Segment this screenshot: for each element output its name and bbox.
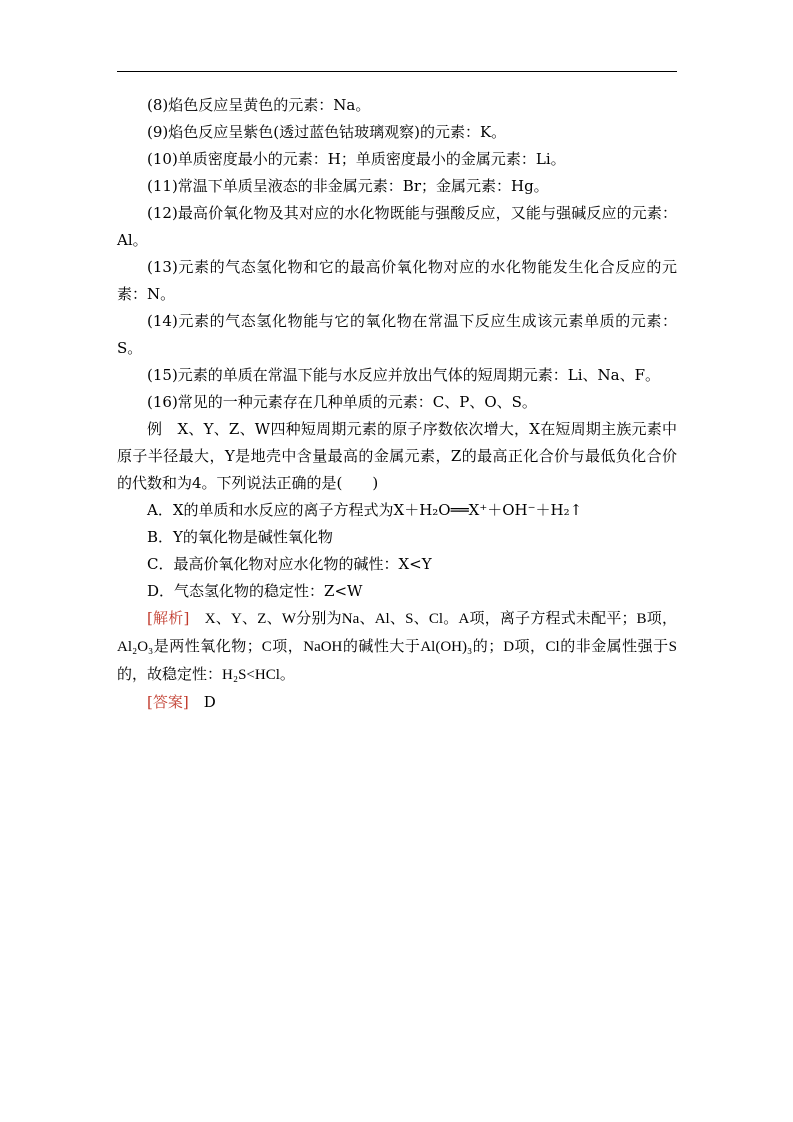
analysis [117, 605, 677, 689]
fact-11: (11)常温下单质呈液态的非金属元素：Br；金属元素：Hg。 [147, 177, 549, 195]
fact-8: (8)焰色反应呈黄色的元素：Na。 [147, 96, 371, 114]
fact-15: (15)元素的单质在常温下能与水反应并放出气体的短周期元素：Li、Na、F。 [147, 366, 661, 384]
fact-14: (14)元素的气态氢化物能与它的氧化物在常温下反应生成该元素单质的元素：S。 [117, 312, 677, 357]
fact-12: (12)最高价氧化物及其对应的水化物既能与强酸反应，又能与强碱反应的元素：Al。 [117, 204, 677, 249]
option-b: B．Y的氧化物是碱性氧化物 [147, 528, 333, 546]
fact-16: (16)常见的一种元素存在几种单质的元素：C、P、O、S。 [147, 393, 537, 411]
fact-10: (10)单质密度最小的元素：H；单质密度最小的金属元素：Li。 [147, 150, 566, 168]
fact-13: (13)元素的气态氢化物和它的最高价氧化物对应的水化物能发生化合反应的元素：N。 [117, 258, 677, 303]
answer-text: D [203, 693, 216, 711]
option-a: A．X的单质和水反应的离子方程式为X＋H₂O══X⁺＋OH⁻＋H₂↑ [147, 501, 583, 519]
analysis-tag: [解析] [147, 609, 190, 627]
option-d: D．气态氢化物的稳定性：Z<W [147, 582, 363, 600]
answer [117, 689, 677, 716]
header-rule [117, 71, 677, 72]
answer-tag: [答案] [147, 693, 189, 711]
document-body [117, 92, 677, 716]
analysis-text: X、Y、Z、W分别为Na、Al、S、Cl。A项，离子方程式未配平；B项，Al₂O₃是两性氧化物；C项，NaOH的碱性大于Al(OH)₃的；D项，Cl的非金属性强于S的，故稳定性：H₂S<HCl。 [117, 611, 677, 683]
fact-9: (9)焰色反应呈紫色(透过蓝色钴玻璃观察)的元素：K。 [147, 123, 507, 141]
example-stem: 例 X、Y、Z、W四种短周期元素的原子序数依次增大，X在短周期主族元素中原子半径最大，Y是地壳中含量最高的金属元素，Z的最高正化合价与最低负化合价的代数和为4。下列说法正确的是( ) [117, 420, 677, 492]
option-c: C．最高价氧化物对应水化物的碱性：X<Y [147, 555, 432, 573]
